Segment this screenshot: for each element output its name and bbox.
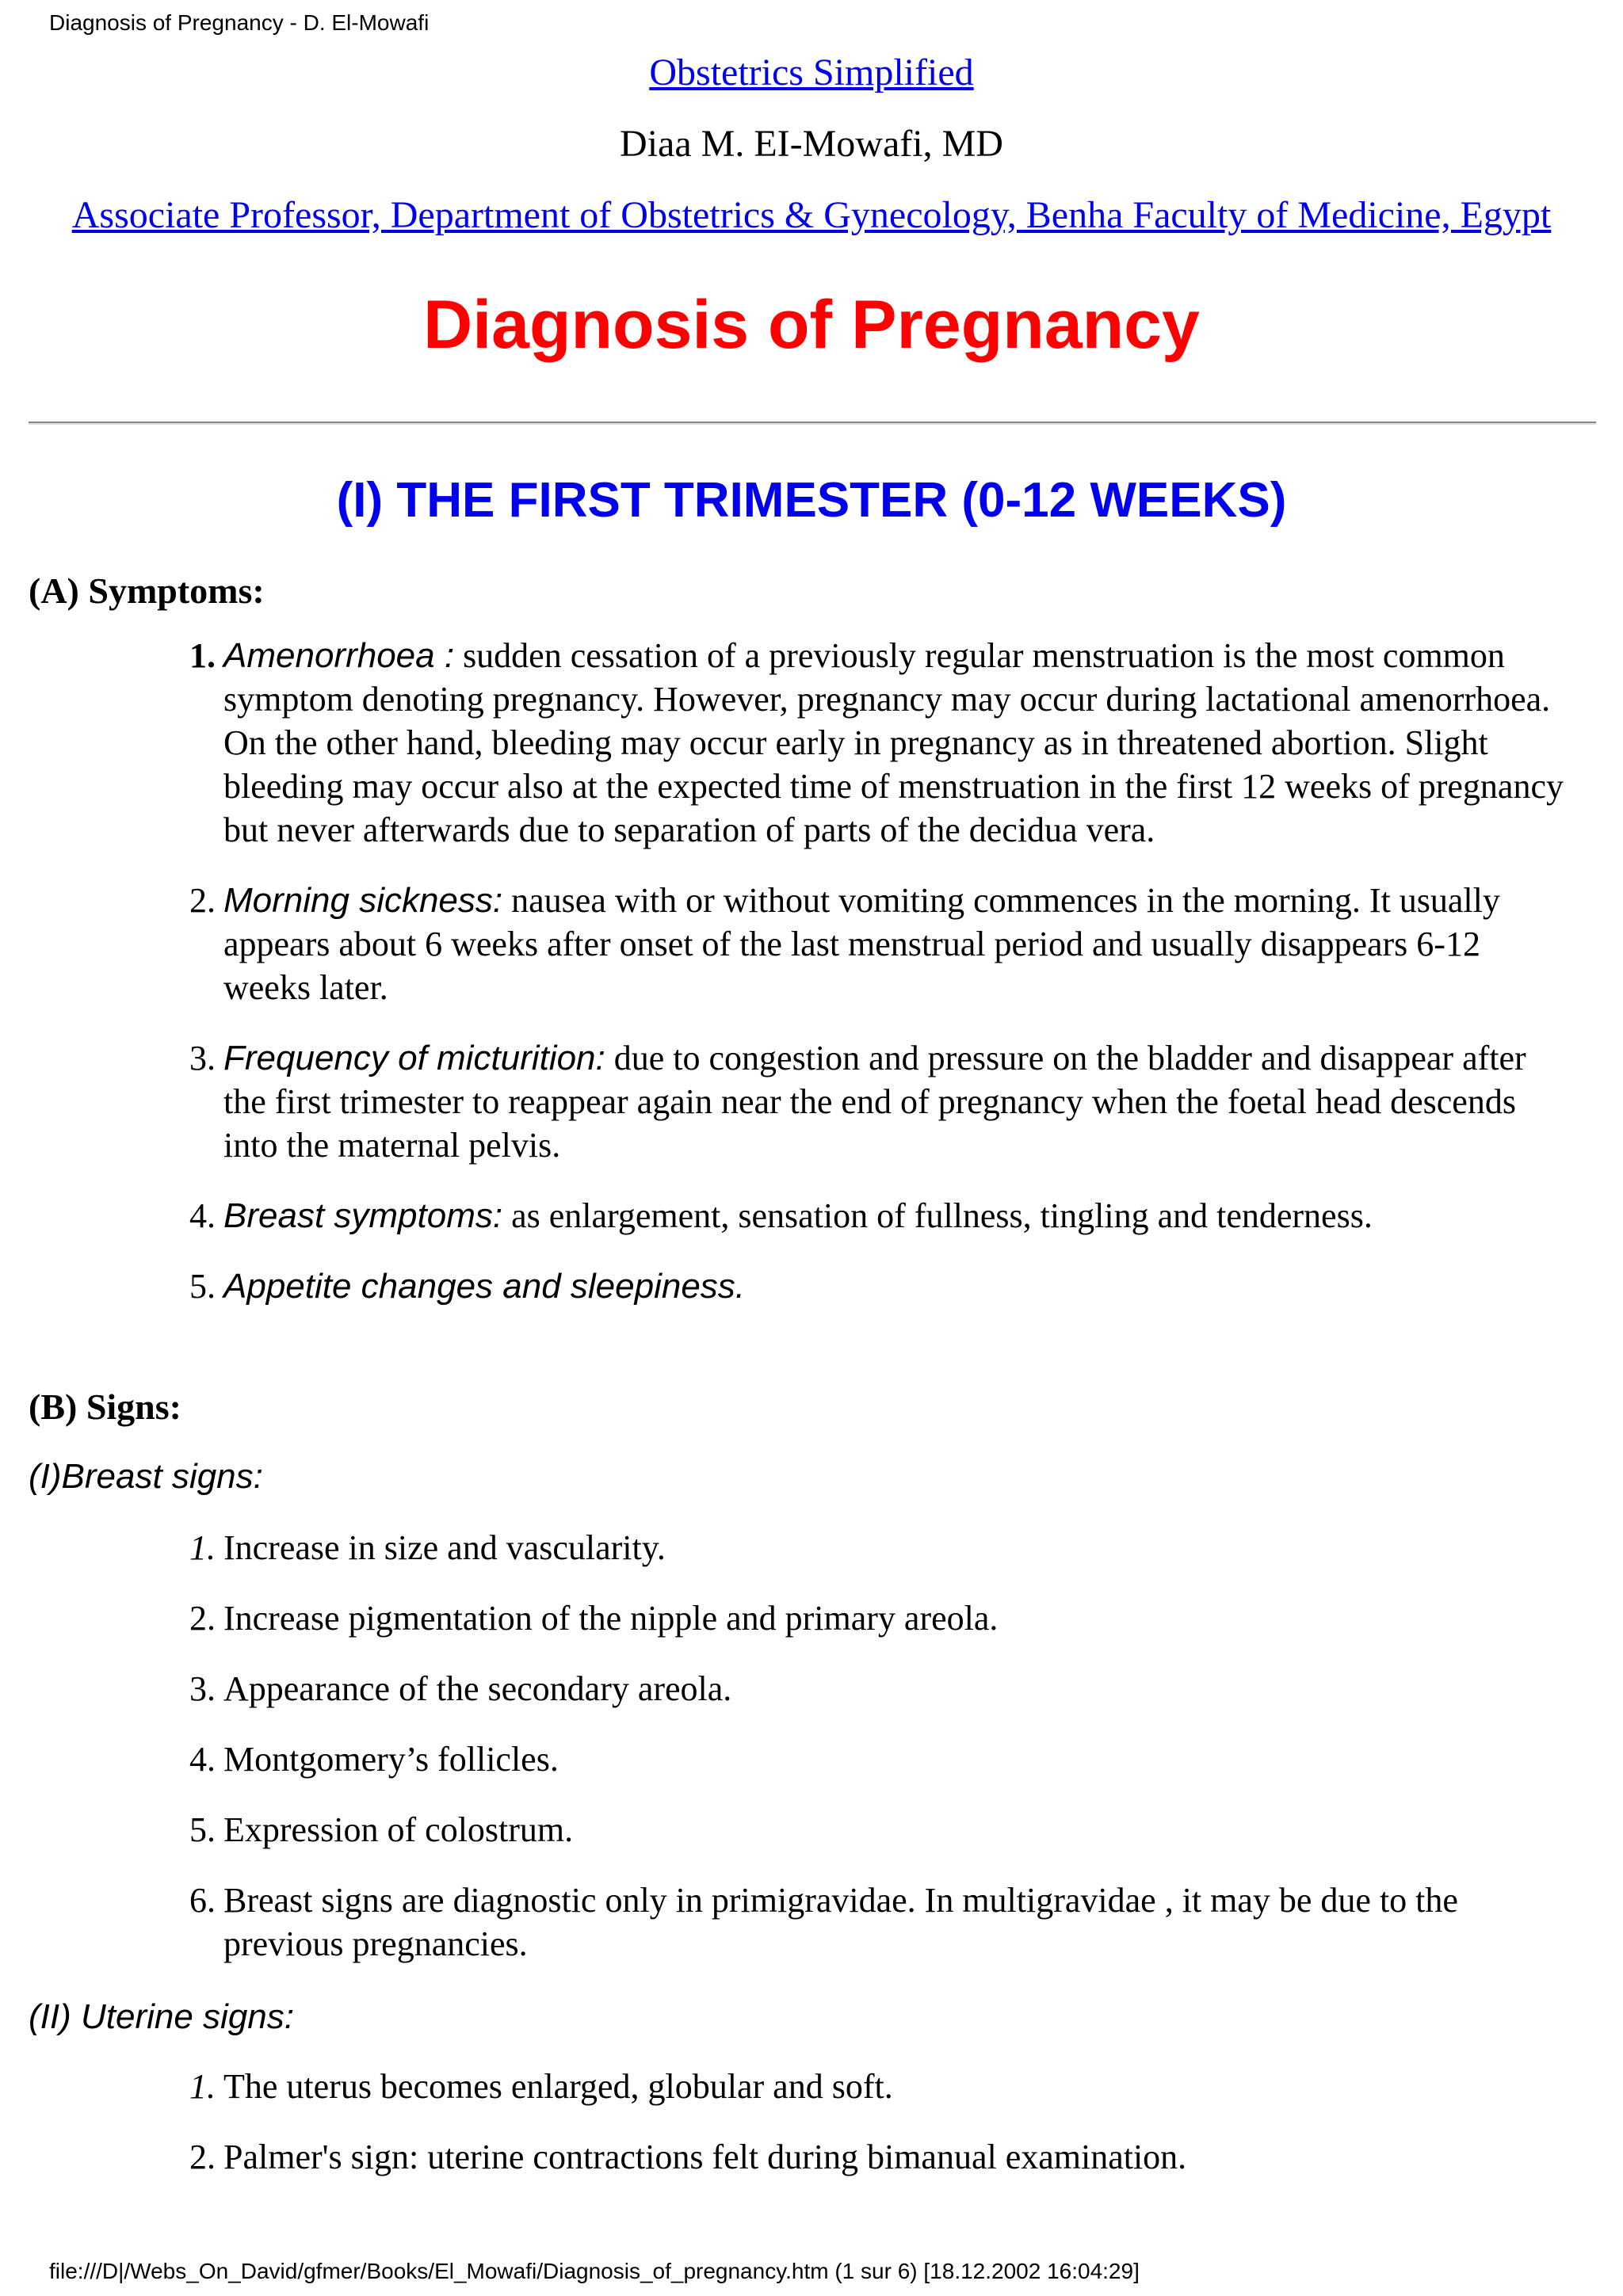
list-item (29, 1526, 1575, 1569)
list-item (29, 1667, 1575, 1711)
list-item (29, 1596, 1575, 1640)
item-text: Breast signs are diagnostic only in primigravidae. In multigravidae , it may be due to the previous pregnancies. (223, 1881, 1458, 1963)
breast-signs-list (29, 1526, 1575, 1966)
item-text: nausea with or without vomiting commences in the morning. It usually appears about 6 weeks after onset of the last menstrual period and usually disappears 6-12 weeks later. (223, 881, 1500, 1007)
section-title: (I) THE FIRST TRIMESTER (0-12 WEEKS) (336, 473, 1287, 528)
affiliation-link[interactable]: Associate Professor, Department of Obstetrics & Gynecology, Benha Faculty of Medicine, Egypt (71, 194, 1552, 236)
item-text: Increase pigmentation of the nipple and primary areola. (223, 1599, 999, 1638)
item-number: 2. (189, 881, 216, 920)
book-link[interactable]: Obstetrics Simplified (649, 51, 974, 93)
item-number: 3. (189, 1039, 216, 1077)
item-text: sudden cessation of a previously regular menstruation is the most common symptom denoting pregnancy. However, pregnancy may occur during lactational amenorrhoea. On the other hand, bleeding may occur early in pregnancy as in threatened abortion. Slight bleeding may occur also at the expected time of menstruation in the first 12 weeks of pregnancy but never afterwards due to separation of parts of the decidua vera. (223, 636, 1564, 849)
item-text: as enlargement, sensation of fullness, tingling and tenderness. (502, 1196, 1373, 1235)
list-item (29, 2065, 1575, 2108)
list-item (29, 1808, 1575, 1852)
uterine-signs-list-wrapper (29, 2065, 1575, 2206)
item-number: 1. (189, 2067, 216, 2106)
item-number: 4. (189, 1196, 216, 1235)
horizontal-rule (29, 421, 1596, 425)
item-number: 1. (189, 1528, 216, 1567)
item-text: Increase in size and vascularity. (223, 1528, 666, 1567)
item-number: 3. (189, 1669, 216, 1708)
list-item (29, 2135, 1575, 2179)
signs-section (29, 1385, 1575, 1429)
item-number: 5. (189, 1267, 216, 1306)
item-term: Frequency of micturition: (223, 1039, 605, 1077)
uterine-signs-list (29, 2065, 1575, 2179)
uterine-signs-heading: (II) Uterine signs: (29, 1997, 294, 2036)
item-term: Breast symptoms: (223, 1196, 503, 1235)
symptoms-list (29, 634, 1575, 1308)
item-number: 6. (189, 1881, 216, 1920)
item-text: Appearance of the secondary areola. (223, 1669, 732, 1708)
running-header: Diagnosis of Pregnancy - D. El-Mowafi (49, 10, 430, 35)
breast-signs-list-wrapper (29, 1526, 1575, 1993)
masthead (0, 49, 1623, 239)
item-term: Morning sickness: (223, 881, 503, 920)
list-item (29, 1264, 1575, 1308)
item-term: Amenorrhoea : (223, 636, 455, 675)
item-number: 1. (189, 636, 216, 675)
page-title: Diagnosis of Pregnancy (423, 287, 1200, 363)
breast-signs-section (29, 1455, 1575, 1499)
item-text: due to congestion and pressure on the bladder and disappear after the first trimester to reappear again near the end of pregnancy when the foetal head descends into the maternal pelvis. (223, 1039, 1526, 1165)
symptoms-heading: (A) Symptoms: (29, 570, 265, 611)
list-item (29, 1737, 1575, 1781)
item-text: The uterus becomes enlarged, globular and soft. (223, 2067, 893, 2106)
uterine-signs-section (29, 1995, 1575, 2039)
list-item (29, 634, 1575, 852)
list-item (29, 1878, 1575, 1966)
item-number: 4. (189, 1740, 216, 1779)
item-number: 2. (189, 1599, 216, 1638)
item-text: Montgomery’s follicles. (223, 1740, 559, 1779)
author-name: Diaa M. EI-Mowafi, MD (620, 123, 1003, 165)
breast-signs-heading: (I)Breast signs: (29, 1457, 263, 1496)
item-text: Expression of colostrum. (223, 1810, 574, 1849)
item-number: 2. (189, 2138, 216, 2176)
symptoms-section (29, 569, 1575, 613)
list-item (29, 1036, 1575, 1167)
item-term: Appetite changes and sleepiness. (223, 1267, 746, 1306)
signs-heading: (B) Signs: (29, 1386, 181, 1427)
list-item (29, 879, 1575, 1009)
page-footer-url: file:///D|/Webs_On_David/gfmer/Books/El_Mowafi/Diagnosis_of_pregnancy.htm (1 sur 6) [18.12.2002 16:04:29] (49, 2259, 1140, 2283)
list-item (29, 1194, 1575, 1238)
item-text: Palmer's sign: uterine contractions felt during bimanual examination. (223, 2138, 1187, 2176)
symptoms-list-wrapper (29, 634, 1575, 1335)
item-number: 5. (189, 1810, 216, 1849)
